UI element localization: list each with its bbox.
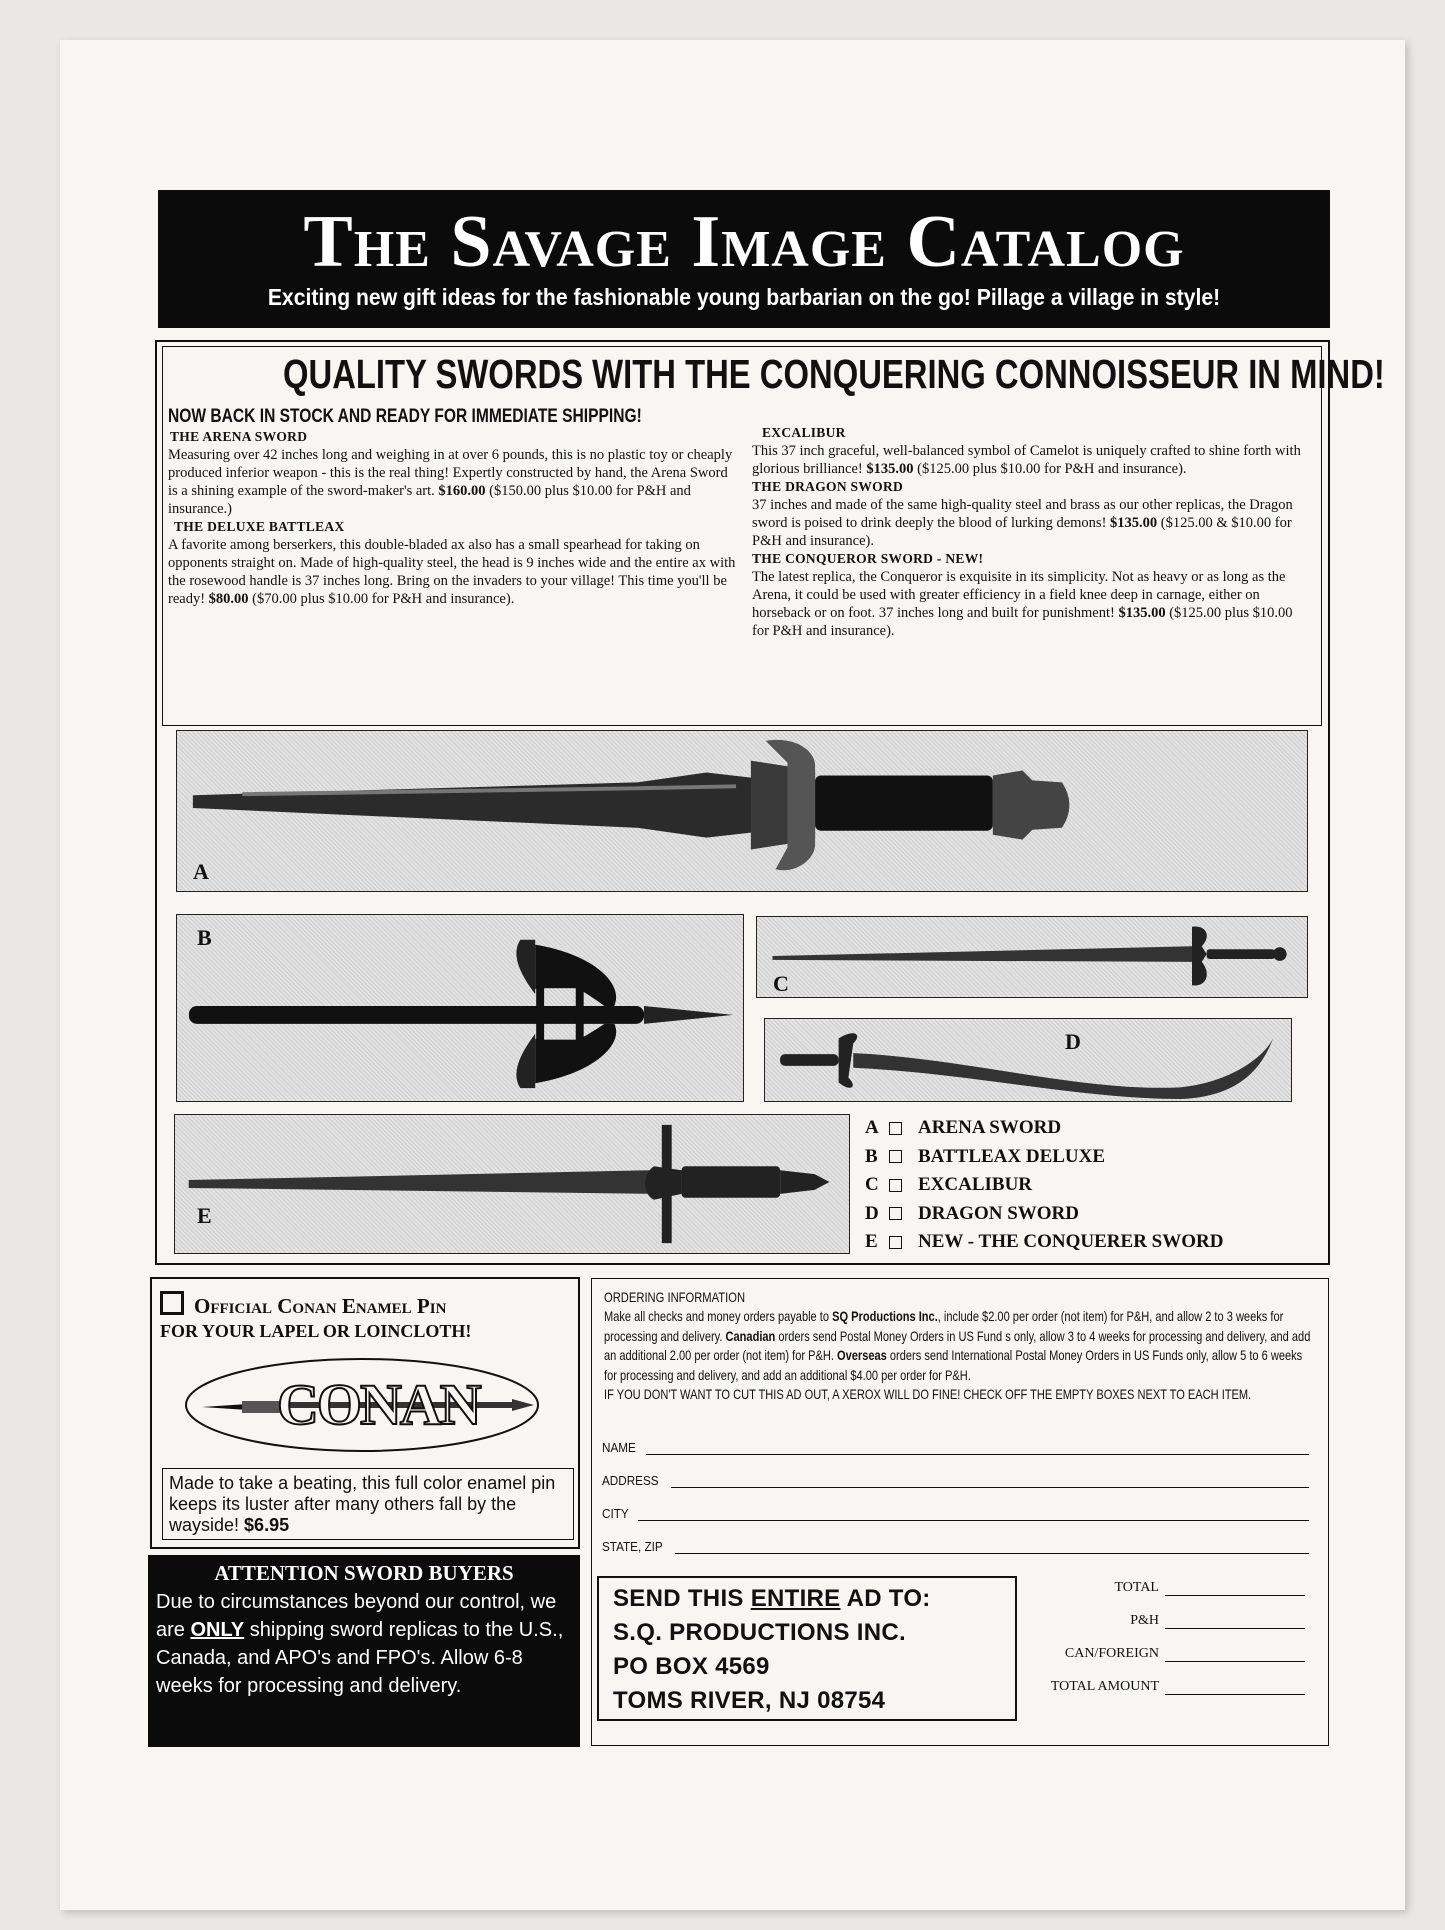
left-description-column (168, 406, 738, 608)
checkbox[interactable] (889, 1207, 902, 1220)
total-field[interactable]: TOTAL (1030, 1580, 1305, 1596)
checkbox[interactable] (889, 1122, 902, 1135)
right-description-column (752, 424, 1312, 640)
catalog-banner (158, 190, 1330, 328)
panel-label-c: C (773, 971, 789, 996)
product-name: THE ARENA SWORD (170, 429, 308, 444)
ph-field[interactable]: P&H (1030, 1613, 1305, 1629)
product-price: $80.00 (208, 591, 249, 607)
product-description: The latest replica, the Conqueror is exquisite in its simplicity. Not as heavy or as long as the Arena, it could be used with greater efficiency in a field knee deep in carnage, either on horseback or on foot. 37 inches long and built for punishment! $135.00 ($125.00 plus $10.00 for P&H and insurance). (752, 569, 1293, 639)
photo-panel-a (176, 730, 1308, 892)
pin-description: Made to take a beating, this full color enamel pin keeps its luster after many others fall by the wayside! $6.95 (162, 1468, 574, 1540)
photo-panel-d (764, 1018, 1292, 1102)
product-price: $135.00 (1118, 605, 1166, 621)
panel-label-b: B (197, 925, 212, 950)
checkbox[interactable] (889, 1179, 902, 1192)
panel-label-a: A (193, 859, 209, 884)
product-price: $135.00 (866, 461, 914, 477)
state-zip-field[interactable]: STATE, ZIP (602, 1539, 1309, 1554)
checklist-item: C EXCALIBUR (865, 1174, 1033, 1195)
send-po-box: PO BOX 4569 (613, 1653, 770, 1680)
conan-pin-image (182, 1355, 542, 1455)
product-name: THE CONQUEROR SWORD - NEW! (752, 551, 984, 566)
send-heading: SEND THIS ENTIRE AD TO: (613, 1585, 931, 1612)
checkbox[interactable] (889, 1150, 902, 1163)
attention-body: Due to circumstances beyond our control, we are ONLY shipping sword replicas to the U.S., Canada, and APO's and FPO's. Allow 6-8 weeks for processing and delivery. (156, 1591, 564, 1697)
dragon-sword-image (765, 1019, 1291, 1101)
can-foreign-field[interactable]: CAN/FOREIGN (1030, 1646, 1305, 1662)
conqueror-sword-image (175, 1115, 849, 1253)
ordering-information: Make all checks and money orders payable to SQ Productions Inc., include $2.00 per order (not item) for P&H, and allow 2 to 3 weeks for processing and delivery. Canadian orders send Postal Money Orders in US Fund s only, allow 3 to 4 weeks for processing and delivery, and add an additional 2.00 per order (not item) for P&H. Overseas orders send International Postal Money Orders in US Funds only, allow 5 to 6 weeks for processing and delivery, and add an additional $4.00 per order for P&H. IF YOU DON'T WANT TO CUT THIS AD OUT, A XEROX WILL DO FINE! CHECK OFF THE EMPTY BOXES NEXT TO EACH ITEM. (604, 1308, 1311, 1402)
product-price: $160.00 (438, 483, 486, 499)
attention-heading: ATTENTION SWORD BUYERS (214, 1561, 514, 1585)
city-field[interactable]: CITY (602, 1506, 1309, 1521)
product-name: EXCALIBUR (762, 425, 846, 440)
checklist-item: B BATTLEAX DELUXE (865, 1145, 1106, 1167)
excalibur-image (757, 917, 1307, 997)
product-description: 37 inches and made of the same high-quality steel and brass as our other replicas, the Dragon sword is poised to drink deeply the blood of lurking demons! $135.00 ($125.00 & $10.00 for P&H and insurance). (752, 497, 1293, 549)
checklist-item: E NEW - THE CONQUERER SWORD (865, 1231, 1224, 1252)
photo-panel-e (174, 1114, 850, 1254)
product-description: Measuring over 42 inches long and weighing in at over 6 pounds, this is no plastic toy or cheaply produced inferior weapon - this is the real thing! Expertly constructed by hand, the Arena Sword is a shining example of the sword-maker's art. $160.00 ($150.00 plus $10.00 for P&H and insurance.) (168, 447, 733, 517)
checklist-item: D DRAGON SWORD (865, 1202, 1079, 1224)
mailing-address-box (597, 1576, 1017, 1721)
checklist-item: A ARENA SWORD (865, 1117, 1062, 1138)
arena-sword-image (177, 731, 1307, 891)
photo-panel-c (756, 916, 1308, 998)
photo-panel-b (176, 914, 744, 1102)
product-name: THE DRAGON SWORD (752, 479, 904, 494)
total-amount-field[interactable]: TOTAL AMOUNT (1030, 1679, 1305, 1695)
checkbox[interactable] (889, 1236, 902, 1249)
attention-notice (148, 1555, 580, 1747)
product-description: A favorite among berserkers, this double-bladed ax also has a small spearhead for taking on opponents straight on. Made of high-quality steel, the head is 9 inches wide and the entire ax with the rosewood handle is 37 inches long. Bring on the invaders to your village! This time you'll be ready! $80.00 ($70.00 plus $10.00 for P&H and insurance). (168, 537, 736, 607)
product-description: This 37 inch graceful, well-balanced symbol of Camelot is uniquely crafted to shine forth with glorious brilliance! $135.00 ($125.00 plus $10.00 for P&H and insurance). (752, 443, 1301, 477)
send-city: TOMS RIVER, NJ 08754 (613, 1687, 886, 1714)
pin-title: Official Conan Enamel Pin FOR YOUR LAPEL OR LOINCLOTH! (160, 1291, 580, 1344)
pin-checkbox[interactable] (160, 1291, 184, 1315)
pin-price: $6.95 (244, 1515, 290, 1535)
ordering-heading: ORDERING INFORMATION (604, 1289, 746, 1305)
catalog-title: The Savage Image Catalog (303, 201, 1185, 283)
catalog-subtitle: Exciting new gift ideas for the fashionable young barbarian on the go! Pillage a village in style! (267, 284, 1221, 310)
product-price: $135.00 (1110, 515, 1158, 531)
conan-logo-text: CONAN (277, 1372, 480, 1437)
order-checklist (865, 1114, 1325, 1257)
panel-label-e: E (197, 1203, 212, 1228)
address-field[interactable]: ADDRESS (602, 1473, 1309, 1488)
stock-line: NOW BACK IN STOCK AND READY FOR IMMEDIATE SHIPPING! (168, 406, 642, 427)
send-company: S.Q. PRODUCTIONS INC. (613, 1619, 906, 1646)
name-field[interactable]: NAME (602, 1440, 1309, 1455)
panel-label-d: D (1065, 1029, 1081, 1054)
product-name: THE DELUXE BATTLEAX (174, 519, 345, 534)
section-headline: QUALITY SWORDS WITH THE CONQUERING CONNOISSEUR IN MIND! (283, 351, 1385, 397)
battleax-image (177, 915, 743, 1101)
